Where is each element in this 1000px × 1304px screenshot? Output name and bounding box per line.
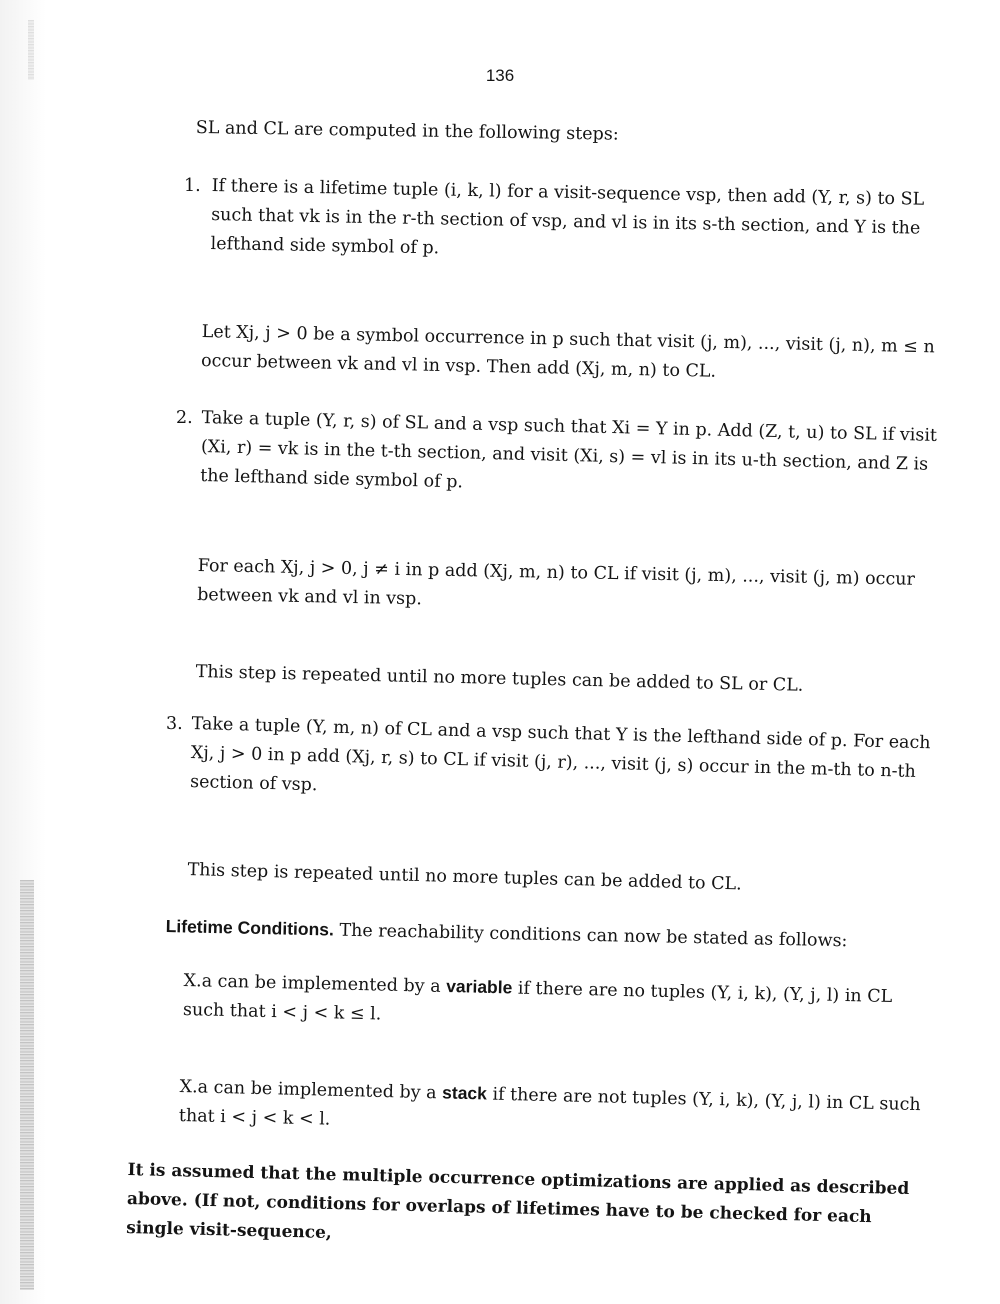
step-1-paragraph-2: Let Xj, j > 0 be a symbol occurrence in p such that visit (j, m), ..., visit (j, n), m ≤ n occur between vk and vl in vsp. Then add (Xj, m, n) to CL. — [200, 321, 935, 382]
lifetime-heading: Lifetime Conditions. — [165, 915, 335, 940]
intro-line: SL and CL are computed in the following steps: — [195, 117, 619, 145]
variable-condition-lead: X.a can be implemented by a — [183, 970, 441, 997]
step-2-paragraph-2: For each Xj, j > 0, j ≠ i in p add (Xj, m, n) to CL if visit (j, m), ..., visit (j, m) occur between vk and vl in vsp. — [196, 555, 916, 610]
step-3-paragraph-1: Take a tuple (Y, m, n) of CL and a vsp such that Y is the lefthand side of p. For each Xj, j > 0 in p add (Xj, r, s) to CL if visit (j, r), ..., visit (j, s) occur in the m-th to n-th section of vsp. — [189, 713, 931, 796]
page-number: 136 — [485, 66, 515, 85]
variable-keyword: variable — [445, 975, 513, 998]
stack-condition — [179, 1072, 922, 1149]
variable-condition — [183, 966, 922, 1042]
lifetime-conditions-paragraph — [165, 912, 905, 957]
closing-paragraph: It is assumed that the multiple occurrence optimizations are applied as described above. (If not, conditions for overlaps of lifetimes have to be checked for each single visit-sequence, — [125, 1159, 910, 1243]
stack-condition-lead: X.a can be implemented by a — [179, 1076, 437, 1104]
variable-condition-rest: if there are no tuples (Y, i, k), (Y, j, l) in CL such that i < j < k ≤ l. — [182, 978, 893, 1025]
step-2-number: 2. — [176, 408, 193, 428]
lifetime-intro-text: The reachability conditions can now be stated as follows: — [339, 920, 848, 952]
step-1-paragraph-1: If there is a lifetime tuple (i, k, l) for a visit-sequence vsp, then add (Y, r, s) to SL such that vk is in the r-th section of vsp, and vl is in its s-th section, and Y is the lefthand side symbol of p. — [210, 175, 925, 259]
step-3-paragraph-2: This step is repeated until no more tuples can be added to CL. — [187, 859, 742, 895]
step-2-paragraph-3: This step is repeated until no more tuples can be added to SL or CL. — [195, 661, 804, 696]
step-2-paragraph-1: Take a tuple (Y, r, s) of SL and a vsp such that Xi = Y in p. Add (Z, t, u) to SL if visit (Xi, r) = vk is in the t-th section, and visit (Xi, s) = vl is in its u-th section, and Z is the lefthand side symbol of p. — [199, 407, 938, 493]
step-1-number: 1. — [184, 176, 201, 196]
stack-keyword: stack — [441, 1082, 488, 1104]
step-3-number: 3. — [166, 714, 183, 734]
stack-condition-rest: if there are not tuples (Y, i, k), (Y, j, l) in CL such that i < j < k < l. — [178, 1084, 921, 1130]
